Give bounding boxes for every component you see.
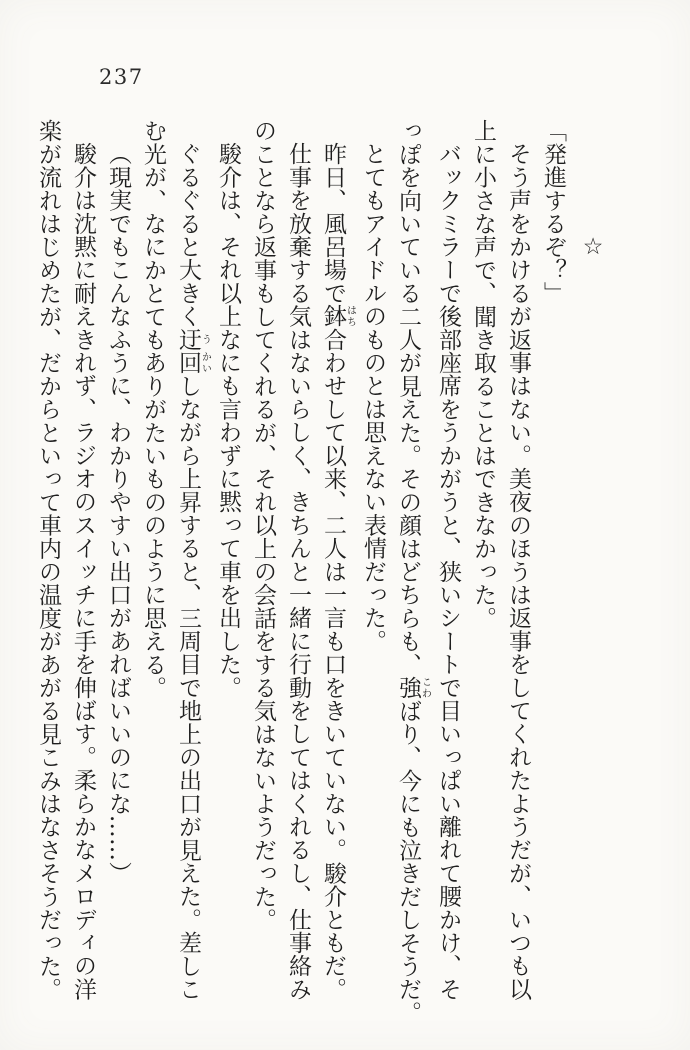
text-segment: ばり、今にも泣きだしそうだ。 bbox=[395, 699, 421, 1024]
text-segment: 昨日、風呂場で bbox=[320, 142, 346, 305]
text-segment: ぐるぐると大きく bbox=[175, 142, 201, 328]
dialogue-line bbox=[535, 119, 570, 995]
page-number: 237 bbox=[99, 65, 144, 89]
narration-line bbox=[135, 119, 170, 995]
ruby-text-segment: 強こわ bbox=[395, 675, 431, 700]
text-segment: 駿介は、それ以上なにも言わずに黙って車を出した。 bbox=[215, 142, 241, 699]
text-segment: 駿介は沈黙に耐えきれず、ラジオのスイッチに手を伸ばす。柔らかなメロディの洋 bbox=[70, 142, 96, 1001]
narration-line bbox=[170, 119, 211, 1001]
ruby-text-segment: 迂う bbox=[175, 327, 211, 351]
text-segment: 「発進するぞ？」 bbox=[540, 119, 566, 305]
text-segment: 合わせして以来、二人は一言も口をきいていない。駿介ともだ。 bbox=[320, 327, 346, 1001]
text-segment: む光が、なにかとてもありがたいもののように思える。 bbox=[140, 119, 166, 699]
narration-line bbox=[280, 119, 315, 1001]
narration-line bbox=[500, 119, 535, 1001]
text-segment: 楽が流れはじめたが、だからといって車内の温度があがる見こみはなさそうだった。 bbox=[35, 119, 61, 1001]
text-segment: （現実でもこんなふうに、わかりやすい出口があればいいのにな……） bbox=[105, 142, 131, 885]
narration-line bbox=[210, 119, 245, 995]
thought-line bbox=[100, 119, 135, 995]
narration-line bbox=[315, 119, 356, 1001]
narration-line bbox=[245, 119, 280, 995]
text-segment: バックミラーで後部座席をうかがうと、狭いシートで目いっぱい離れて腰かけ、そ bbox=[435, 142, 461, 1001]
scene-break-star-icon: ☆ bbox=[580, 234, 606, 261]
text-segment: とてもアイドルのものとは思えない表情だった。 bbox=[360, 142, 386, 653]
narration-line bbox=[430, 119, 465, 1001]
text-segment: そう声をかけるが返事はない。美夜のほうは返事をしてくれたようだが、いつも以 bbox=[505, 142, 531, 1001]
scene-break-line bbox=[570, 119, 614, 995]
narration-line bbox=[390, 119, 431, 1024]
narration-line bbox=[355, 119, 390, 995]
narration-line bbox=[65, 119, 100, 1001]
text-area bbox=[30, 119, 614, 1024]
text-segment: しながら上昇すると、三周目で地上の出口が見えた。差しこ bbox=[175, 374, 201, 1001]
text-segment: っぽを向いている二人が見えた。その顔はどちらも、 bbox=[395, 119, 421, 676]
text-segment: 仕事を放棄する気はないらしく、きちんと一緒に行動をしてはくれるし、仕事絡み bbox=[285, 142, 311, 1001]
text-segment: 上に小さな声で、聞き取ることはできなかった。 bbox=[470, 119, 496, 630]
ruby-text-segment: 鉢はち bbox=[320, 304, 356, 328]
text-segment: のことなら返事もしてくれるが、それ以上の会話をする気はないようだった。 bbox=[250, 119, 276, 931]
narration-line bbox=[30, 119, 65, 1001]
ruby-text-segment: 回かい bbox=[175, 350, 211, 375]
narration-line bbox=[465, 119, 500, 995]
